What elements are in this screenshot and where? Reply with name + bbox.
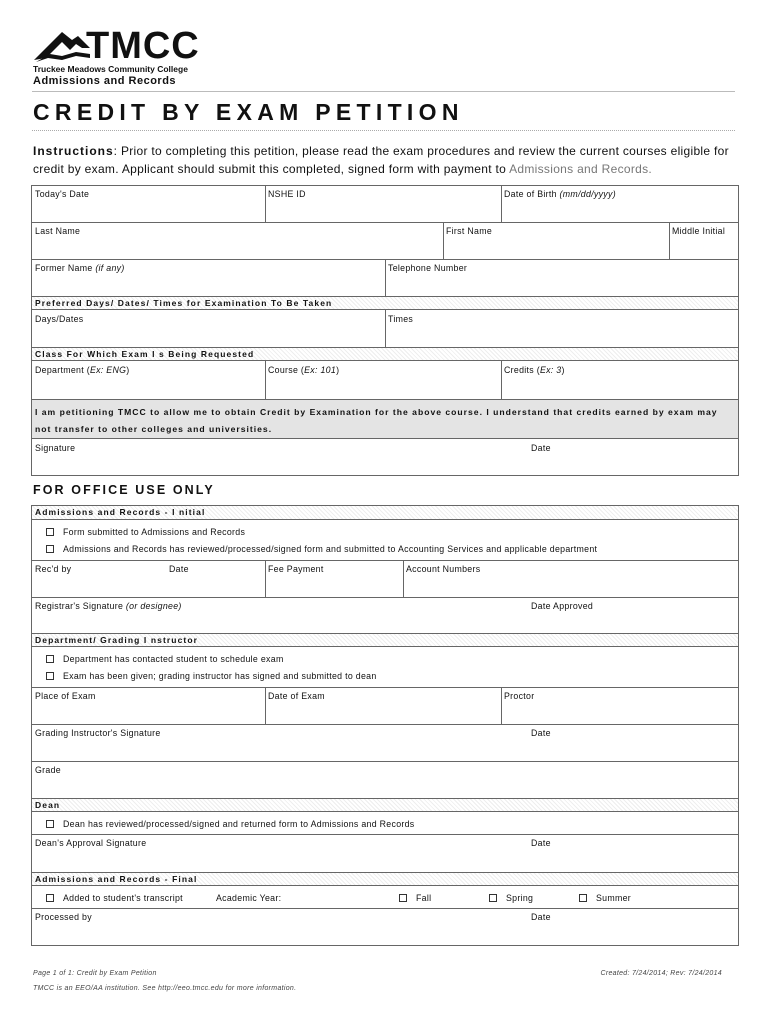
department-name: Admissions and Records	[33, 75, 177, 87]
instructions-text: : Prior to completing this petition, please read the exam procedures and review the current courses eligible for credit by exam. Applicant should submit this completed, signed form with payment to	[33, 144, 729, 176]
checkbox[interactable]	[46, 655, 54, 663]
check-added-transcript[interactable]: Added to student's transcript	[43, 890, 183, 904]
check-fall[interactable]: Fall	[396, 890, 431, 904]
recd-by-field[interactable]: Rec'd by	[35, 564, 72, 574]
department-field[interactable]: Department (Ex: ENG)	[35, 365, 130, 375]
checkbox[interactable]	[579, 894, 587, 902]
preferred-times-header: Preferred Days/ Dates/ Times for Examination To Be Taken	[32, 296, 738, 310]
todays-date-field[interactable]: Today's Date	[35, 189, 90, 199]
check-spring[interactable]: Spring	[486, 890, 533, 904]
processed-by-field[interactable]: Processed by	[35, 912, 92, 922]
checkbox[interactable]	[46, 894, 54, 902]
checkbox[interactable]	[46, 672, 54, 680]
checkbox[interactable]	[399, 894, 407, 902]
check-dean-reviewed[interactable]: Dean has reviewed/processed/signed and returned form to Admissions and Records	[43, 816, 415, 830]
office-use-heading: FOR OFFICE USE ONLY	[33, 483, 215, 497]
form-title: CREDIT BY EXAM PETITION	[33, 99, 464, 125]
applicant-signature-field[interactable]: Signature	[35, 443, 76, 453]
processed-date-field[interactable]: Date	[531, 912, 551, 922]
nshe-id-field[interactable]: NSHE ID	[268, 189, 306, 199]
office-box	[31, 505, 739, 946]
grading-instructor-header: Department/ Grading I nstructor	[32, 633, 738, 647]
first-name-field[interactable]: First Name	[446, 226, 493, 236]
footer-created: Created: 7/24/2014; Rev: 7/24/2014	[600, 970, 722, 977]
times-field[interactable]: Times	[388, 314, 414, 324]
registrar-signature-field[interactable]: Registrar's Signature (or designee)	[35, 601, 182, 611]
middle-initial-field[interactable]: Middle Initial	[672, 226, 726, 236]
header-rule	[32, 91, 735, 92]
title-rule	[32, 130, 735, 131]
checkbox[interactable]	[46, 820, 54, 828]
ar-final-header: Admissions and Records - Final	[32, 872, 738, 886]
checkbox[interactable]	[46, 545, 54, 553]
college-name: Truckee Meadows Community College	[33, 64, 188, 74]
date-of-exam-field[interactable]: Date of Exam	[268, 691, 325, 701]
telephone-field[interactable]: Telephone Number	[388, 263, 468, 273]
dean-date-field[interactable]: Date	[531, 838, 551, 848]
footer-page: Page 1 of 1: Credit by Exam Petition	[33, 970, 157, 977]
course-field[interactable]: Course (Ex: 101)	[268, 365, 340, 375]
grade-field[interactable]: Grade	[35, 765, 61, 775]
days-dates-field[interactable]: Days/Dates	[35, 314, 84, 324]
applicant-box	[31, 185, 739, 476]
logo-wordmark: TMCC	[86, 25, 200, 67]
dean-signature-field[interactable]: Dean's Approval Signature	[35, 838, 147, 848]
check-exam-given[interactable]: Exam has been given; grading instructor has signed and submitted to dean	[43, 668, 377, 682]
instructions-link: Admissions and Records.	[509, 162, 653, 176]
credits-field[interactable]: Credits (Ex: 3)	[504, 365, 565, 375]
instructions-label: Instructions	[33, 144, 114, 158]
class-requested-header: Class For Which Exam I s Being Requested	[32, 347, 738, 361]
academic-year-label: Academic Year:	[216, 893, 282, 903]
proctor-field[interactable]: Proctor	[504, 691, 535, 701]
dean-header: Dean	[32, 798, 738, 812]
place-of-exam-field[interactable]: Place of Exam	[35, 691, 96, 701]
check-department-contacted[interactable]: Department has contacted student to schedule exam	[43, 651, 284, 665]
checkbox[interactable]	[46, 528, 54, 536]
date-of-birth-field[interactable]: Date of Birth (mm/dd/yyyy)	[504, 189, 616, 199]
instructor-signature-field[interactable]: Grading Instructor's Signature	[35, 728, 161, 738]
check-summer[interactable]: Summer	[576, 890, 631, 904]
date-approved-field[interactable]: Date Approved	[531, 601, 594, 611]
account-numbers-field[interactable]: Account Numbers	[406, 564, 481, 574]
instructor-date-field[interactable]: Date	[531, 728, 551, 738]
petition-statement: I am petitioning TMCC to allow me to obtain Credit by Examination for the above course. I understand that credits earned by exam may not transfer to other colleges and universities.	[32, 399, 738, 439]
instructions	[33, 142, 733, 178]
recd-date-field[interactable]: Date	[169, 564, 189, 574]
fee-payment-field[interactable]: Fee Payment	[268, 564, 324, 574]
footer-eeo: TMCC is an EEO/AA institution. See http://eeo.tmcc.edu for more information.	[33, 985, 297, 992]
ar-initial-header: Admissions and Records - I nitial	[32, 506, 738, 520]
applicant-date-field[interactable]: Date	[531, 443, 551, 453]
check-form-submitted[interactable]: Form submitted to Admissions and Records	[43, 524, 245, 538]
check-ar-reviewed[interactable]: Admissions and Records has reviewed/processed/signed form and submitted to Accounting Services and applicable department	[43, 541, 597, 555]
former-name-field[interactable]: Former Name (if any)	[35, 263, 125, 273]
last-name-field[interactable]: Last Name	[35, 226, 81, 236]
checkbox[interactable]	[489, 894, 497, 902]
